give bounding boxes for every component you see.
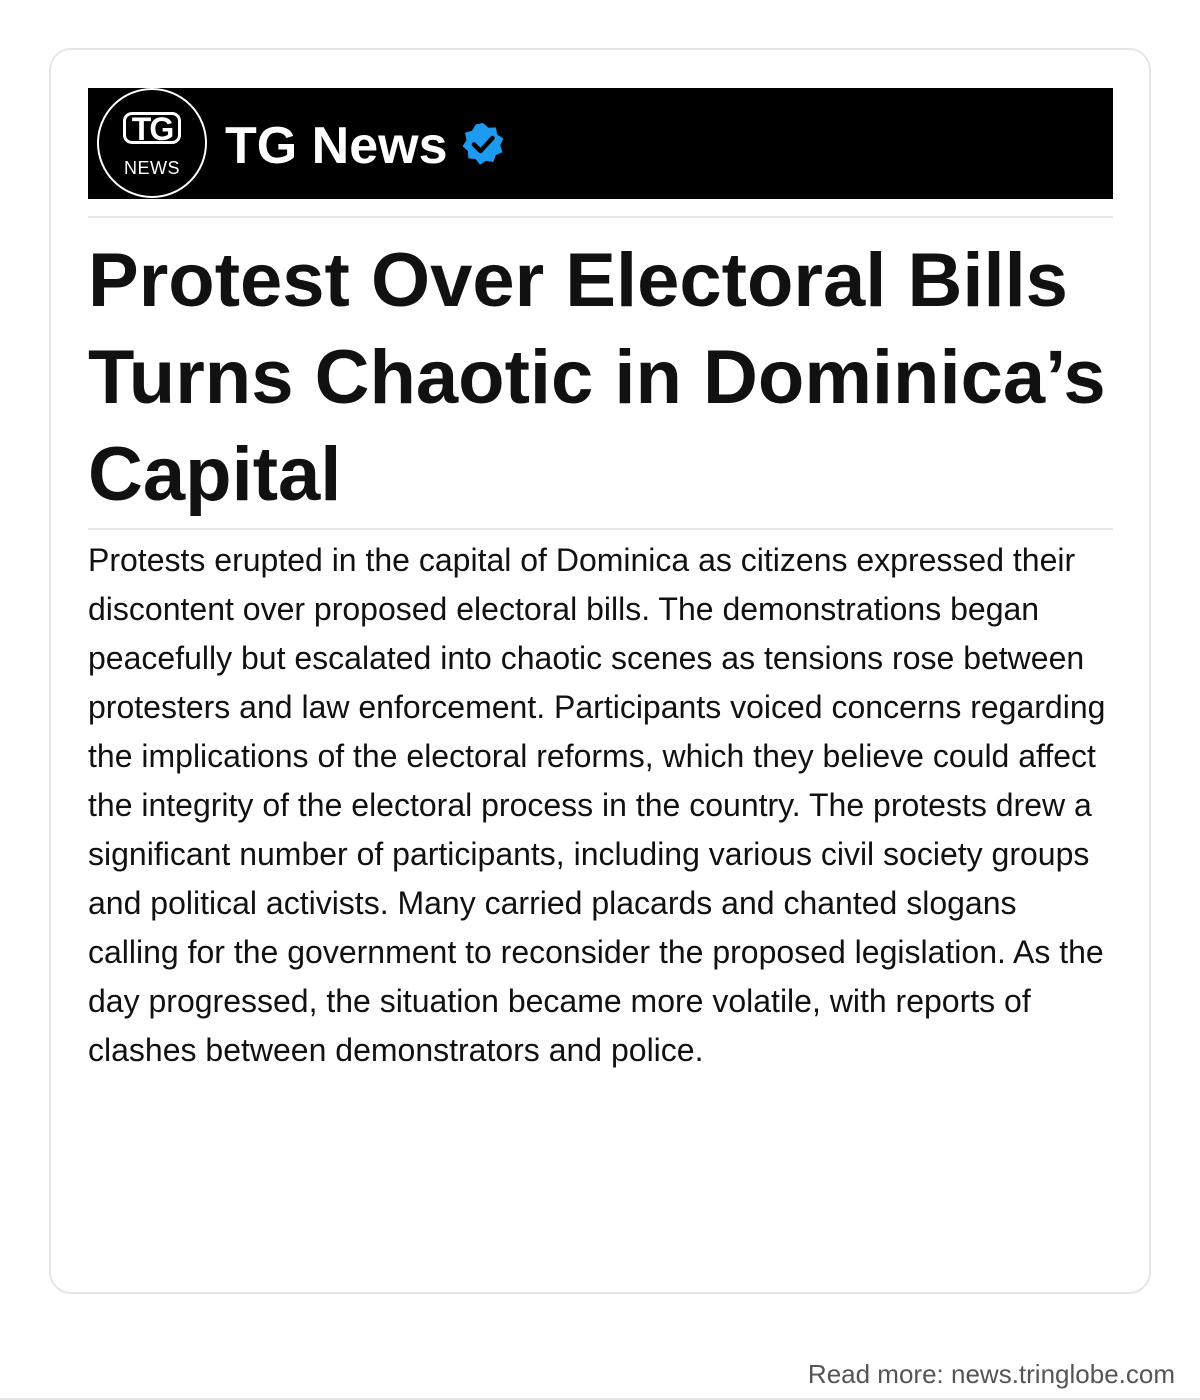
- divider: [88, 528, 1113, 530]
- logo-news-text: NEWS: [124, 158, 180, 178]
- read-more-line: [808, 1356, 1175, 1392]
- verified-badge-shape: [463, 123, 504, 165]
- verified-badge-icon: [460, 121, 506, 167]
- divider: [88, 216, 1113, 218]
- article-headline: Protest Over Electoral Bills Turns Chaotic in Dominica’s Capital: [88, 238, 1106, 517]
- read-more-prefix: Read more:: [807, 1359, 951, 1389]
- logo-badge: [123, 111, 181, 147]
- source-logo[interactable]: [97, 88, 207, 198]
- source-name[interactable]: TG News: [225, 117, 448, 175]
- read-more-link[interactable]: news.tringlobe.com: [951, 1359, 1175, 1389]
- article-body: Protests erupted in the capital of Dominica as citizens expressed their discontent over proposed electoral bills. The demonstrations began peacefully but escalated into chaotic scenes as tensions rose between protesters and law enforcement. Participants voiced concerns regarding the implications of the electoral reforms, which they believe could affect the integrity of the electoral process in the country. The protests drew a significant number of participants, including various civil society groups and political activists. Many carried placards and chanted slogans calling for the government to reconsider the proposed legislation. As the day progressed, the situation became more volatile, with reports of clashes between demonstrators and police.: [88, 542, 1106, 1068]
- logo-tg-text: TG: [131, 111, 173, 147]
